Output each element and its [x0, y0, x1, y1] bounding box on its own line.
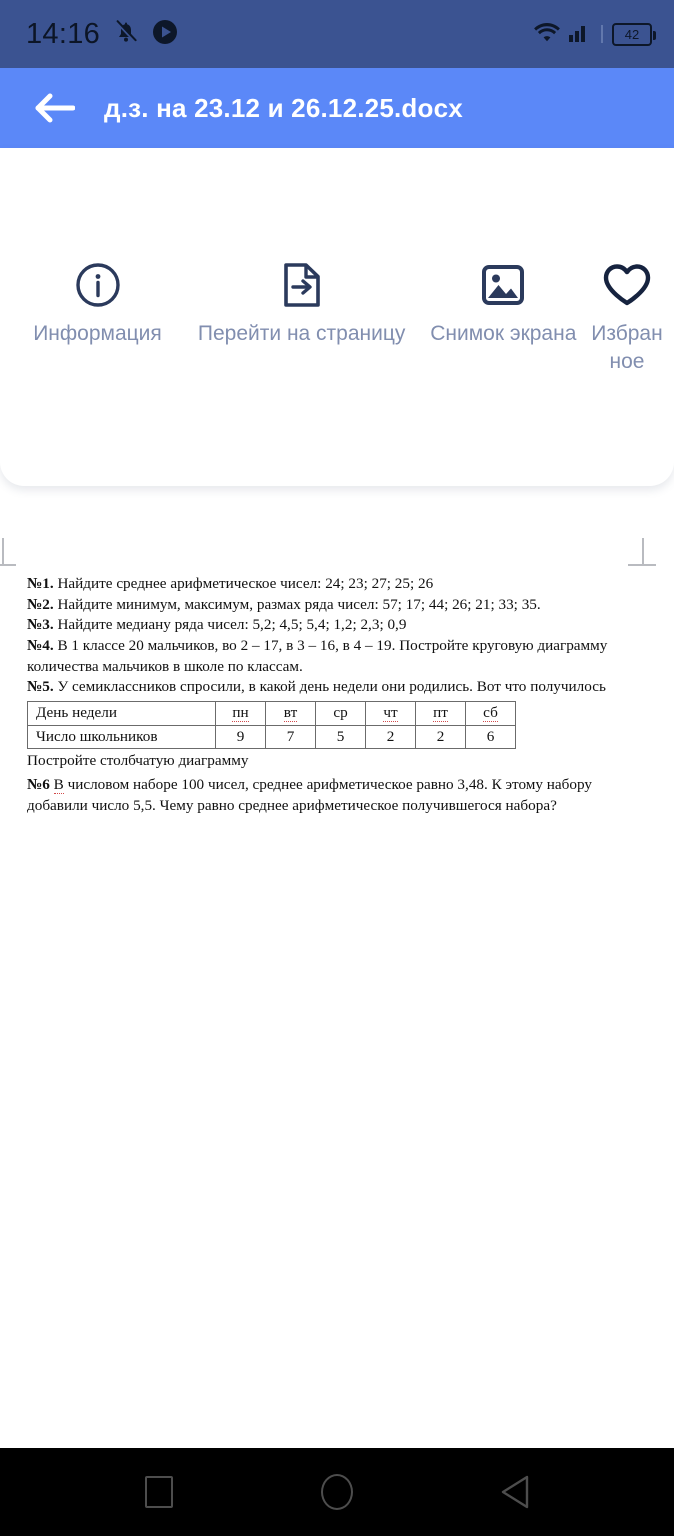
task-2-number: №2.	[27, 595, 54, 613]
app-bar	[0, 68, 674, 148]
crop-mark-right	[628, 538, 656, 566]
signal-bars-icon	[568, 21, 592, 48]
document-arrow-right-icon	[280, 256, 324, 314]
info-circle-icon	[75, 256, 121, 314]
action-goto-page[interactable]	[187, 256, 417, 348]
wifi-icon	[533, 21, 561, 48]
nav-home-button[interactable]	[305, 1460, 369, 1524]
table-cell-count-3: 2	[366, 725, 416, 749]
table-cell-label-counts: Число школьников	[28, 725, 216, 749]
nav-back-button[interactable]	[483, 1460, 547, 1524]
crop-mark-left	[0, 538, 16, 566]
table-cell-day-0: пн	[232, 704, 249, 722]
table-cell-day-4: пт	[433, 704, 448, 722]
task-6-text: числовом наборе 100 чисел, среднее арифметическое равно 3,48. К этому набору добавили число 5,5. Чему равно среднее арифметическое получившегося набора?	[27, 776, 592, 814]
circle-icon	[321, 1474, 353, 1510]
action-screenshot-label: Снимок экрана	[430, 322, 577, 345]
action-screenshot[interactable]	[418, 256, 588, 348]
task-6	[27, 775, 627, 816]
bell-muted-icon	[114, 19, 138, 50]
table-cell-count-1: 7	[266, 725, 316, 749]
task-3	[27, 615, 627, 636]
task-3-number: №3.	[27, 616, 54, 634]
action-favorite[interactable]	[590, 256, 664, 375]
task-4-text: В 1 классе 20 мальчиков, во 2 – 17, в 3 – 16, в 4 – 19. Постройте круговую диаграмму количества мальчиков в школе по классам.	[27, 637, 608, 675]
triangle-left-icon	[497, 1473, 533, 1511]
task-3-text: Найдите медиану ряда чисел: 5,2; 4,5; 5,4; 1,2; 2,3; 0,9	[53, 616, 407, 634]
table-cell-day-5: сб	[483, 704, 498, 722]
task-5-number: №5.	[27, 678, 54, 696]
task-1-number: №1.	[27, 575, 54, 592]
battery-icon	[612, 23, 652, 46]
table-cell-label-days: День недели	[28, 702, 216, 726]
table-cell-count-5: 6	[466, 725, 516, 749]
task-5	[27, 677, 627, 698]
status-bar-right	[533, 21, 652, 48]
task-4-number: №4.	[27, 637, 54, 655]
play-circle-icon	[152, 19, 178, 50]
task-5-followup: Постройте столбчатую диаграмму	[27, 752, 249, 770]
image-icon	[480, 256, 526, 314]
action-goto-page-label: Перейти на страницу	[197, 322, 406, 345]
table-cell-count-4: 2	[416, 725, 466, 749]
document-body	[27, 574, 627, 816]
status-bar-left	[26, 19, 178, 50]
battery-level: 42	[624, 26, 640, 42]
weekday-table	[27, 701, 516, 749]
action-row	[0, 256, 674, 375]
nav-recents-button[interactable]	[127, 1460, 191, 1524]
action-info-label: Информация	[33, 322, 162, 345]
task-6-number: №6	[27, 776, 50, 794]
action-favorite-label: Избранное	[591, 322, 663, 373]
status-clock: 14:16	[26, 17, 101, 50]
status-divider	[601, 25, 603, 43]
page-title: д.з. на 23.12 и 26.12.25.docx	[104, 92, 463, 123]
document-page[interactable]	[0, 486, 674, 1448]
square-icon	[145, 1476, 173, 1508]
table-row	[28, 702, 516, 726]
task-4	[27, 636, 627, 677]
arrow-left-icon	[33, 92, 75, 124]
heart-outline-icon	[602, 256, 652, 314]
task-2-text: Найдите минимум, максимум, размах ряда чисел: 57; 17; 44; 26; 21; 33; 35.	[53, 595, 541, 613]
table-cell-count-2: 5	[316, 725, 366, 749]
task-6-first-word: В	[53, 776, 64, 794]
task-1-text: Найдите среднее арифметическое чисел: 24; 23; 27; 25; 26	[53, 575, 434, 592]
task-2	[27, 595, 627, 616]
back-button[interactable]	[28, 82, 80, 134]
table-cell-count-0: 9	[216, 725, 266, 749]
table-cell-day-3: чт	[383, 704, 398, 722]
table-row	[28, 725, 516, 749]
task-5-text: У семиклассников спросили, в какой день недели они родились. Вот что получилось	[53, 678, 606, 696]
action-info[interactable]	[10, 256, 185, 348]
action-sheet	[0, 148, 674, 486]
table-cell-day-2: ср	[333, 704, 348, 722]
task-1	[27, 574, 627, 595]
table-cell-day-1: вт	[283, 704, 298, 722]
android-nav-bar	[0, 1448, 674, 1536]
status-bar	[0, 0, 674, 68]
